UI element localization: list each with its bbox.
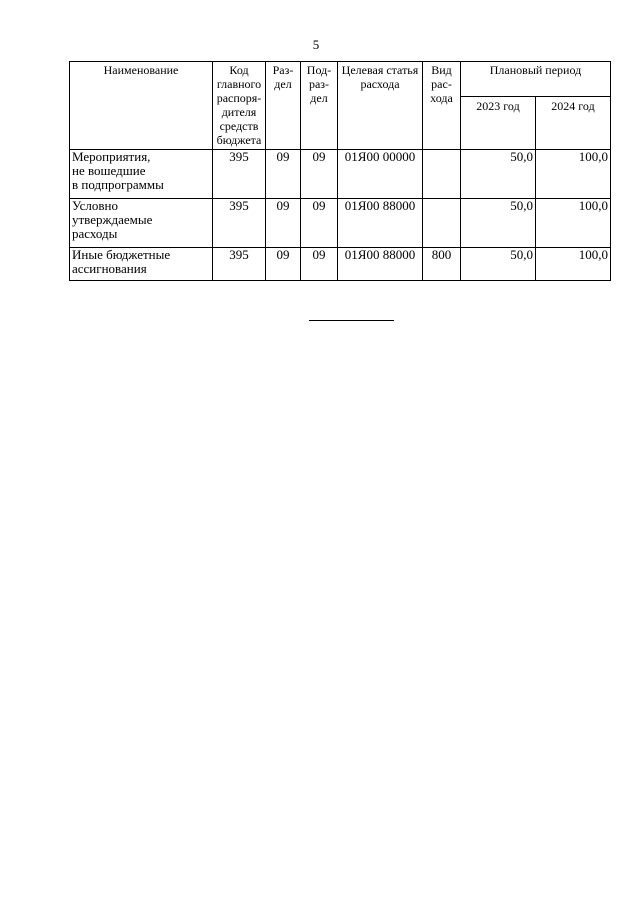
row-name: Иные бюджетные ассигнования (70, 248, 213, 281)
row-expense-type (423, 199, 461, 248)
header-target: Целевая статья расхода (338, 62, 423, 150)
header-planning-period: Плановый период (461, 62, 611, 97)
row-expense-type: 800 (423, 248, 461, 281)
row-2024: 100,0 (536, 199, 611, 248)
table-row (70, 248, 611, 281)
row-code: 395 (213, 150, 266, 199)
row-subsection: 09 (301, 150, 338, 199)
header-expense-type: Вид рас- хода (423, 62, 461, 150)
page-number: 5 (312, 37, 320, 52)
row-subsection: 09 (301, 248, 338, 281)
row-section: 09 (266, 150, 301, 199)
header-year-2024: 2024 год (536, 97, 611, 150)
row-2023: 50,0 (461, 248, 536, 281)
row-name: Условно утверждаемые расходы (70, 199, 213, 248)
row-code: 395 (213, 248, 266, 281)
header-section: Раз- дел (266, 62, 301, 150)
row-target: 01Я00 88000 (338, 199, 423, 248)
row-code: 395 (213, 199, 266, 248)
closing-divider (309, 320, 394, 321)
header-year-2023: 2023 год (461, 97, 536, 150)
row-subsection: 09 (301, 199, 338, 248)
row-2023: 50,0 (461, 150, 536, 199)
row-section: 09 (266, 248, 301, 281)
row-expense-type (423, 150, 461, 199)
row-2024: 100,0 (536, 150, 611, 199)
row-target: 01Я00 00000 (338, 150, 423, 199)
row-2024: 100,0 (536, 248, 611, 281)
header-subsection: Под- раз- дел (301, 62, 338, 150)
budget-table (69, 61, 611, 281)
header-name: Наименование (70, 62, 213, 150)
row-name: Мероприятия, не вошедшие в подпрограммы (70, 150, 213, 199)
row-section: 09 (266, 199, 301, 248)
header-code: Код главного распоря- дителя средств бюджета (213, 62, 266, 150)
row-2023: 50,0 (461, 199, 536, 248)
row-target: 01Я00 88000 (338, 248, 423, 281)
table-header-row (70, 62, 611, 97)
table-row (70, 150, 611, 199)
table-row (70, 199, 611, 248)
